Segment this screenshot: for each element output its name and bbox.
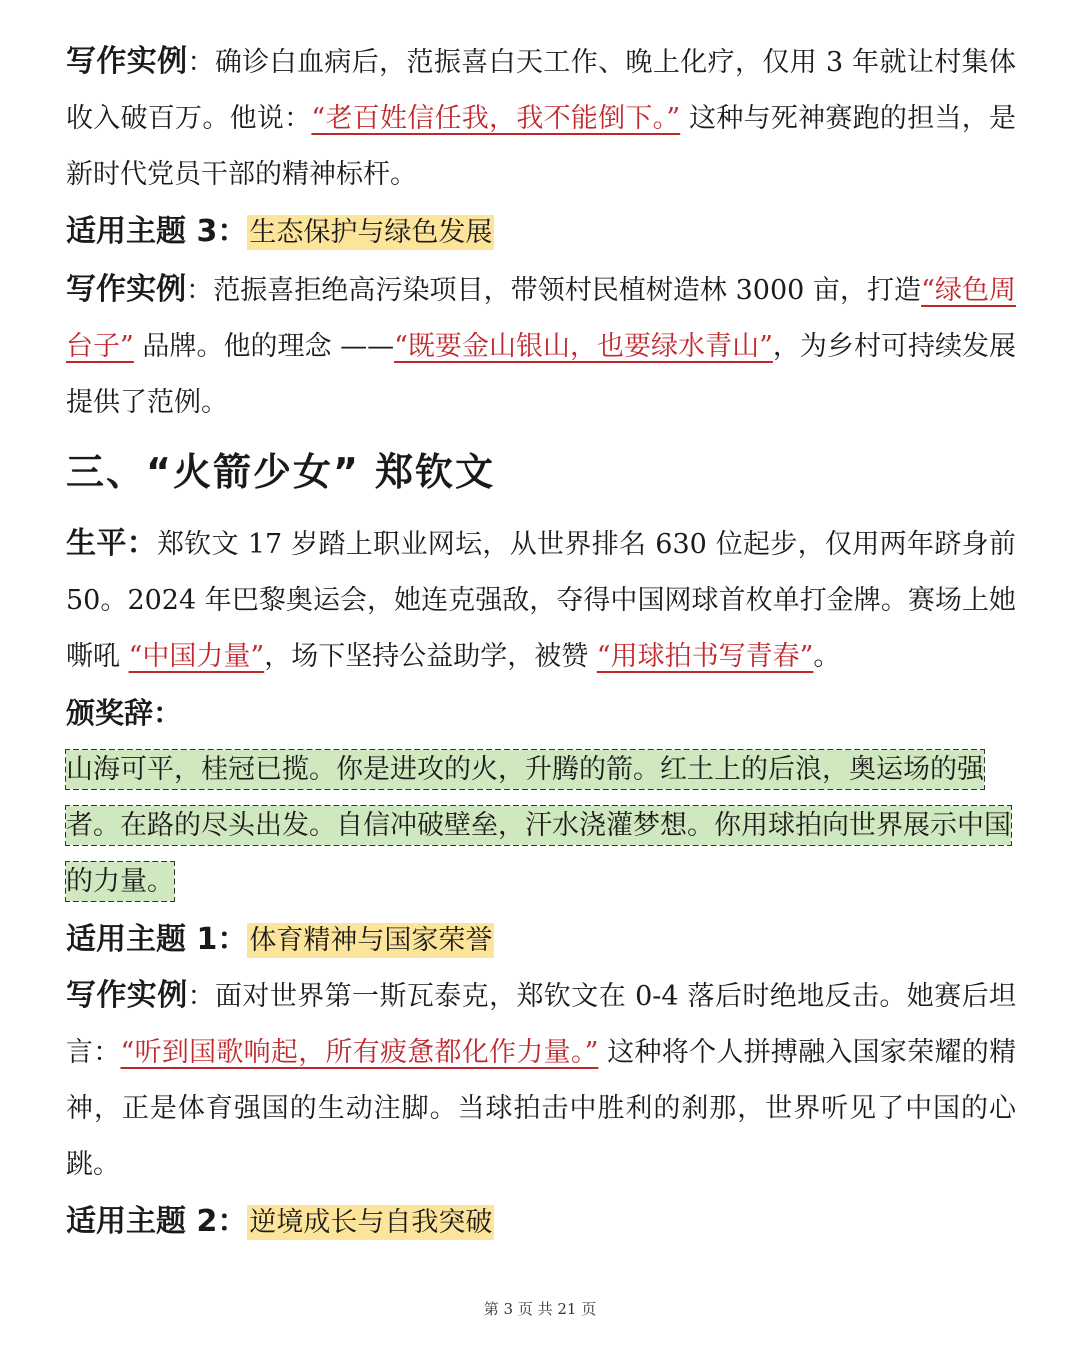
theme-highlight: 逆境成长与自我突破 [249,1207,493,1238]
paragraph-text: 。 [813,641,841,672]
award-citation [66,742,1016,910]
writing-example-paragraph-3 [66,968,1016,1193]
paragraph-text: 确诊白血病后，范振喜白天工作、晚上化疗，仅用 3 年就让村集体收入破百万。他说： [66,47,1017,134]
biography-paragraph [66,516,1016,685]
paragraph-text: 品牌。他的理念 —— [133,331,395,362]
theme-label: 适用主题 1： [66,922,248,957]
label-colon: ： [187,47,215,78]
theme-2-line [66,1200,1016,1245]
label-colon: ： [187,981,216,1012]
quote-text: “用球拍书写青春” [596,641,814,672]
page-number-footer: 第 3 页 共 21 页 [483,1300,597,1318]
theme-3-line [66,210,1016,255]
section-heading: 三、“火箭少女” 郑钦文 [66,450,496,494]
quote-text: “中国力量” [128,641,265,672]
writing-example-paragraph-1 [66,34,1016,203]
quote-text: “老百姓信任我，我不能倒下。” [311,103,681,134]
writing-example-label: 写作实例 [66,272,187,307]
paragraph-text: ，为乡村可持续发展提供了范例。 [66,331,1016,418]
paragraph-text: ，场下坚持公益助学，被赞 [264,641,597,672]
paragraph-text: 范振喜拒绝高污染项目，带领村民植树造林 3000 亩，打造 [213,275,922,306]
award-label: 颁奖辞： [66,696,183,730]
theme-1-line [66,918,1016,963]
paragraph-text: 面对世界第一斯瓦泰克，郑钦文在 0-4 落后时绝地反击。她赛后坦言： [66,981,1016,1068]
theme-label: 适用主题 2： [66,1204,248,1239]
writing-example-label: 写作实例 [66,44,188,79]
paragraph-text: 郑钦文 17 岁踏上职业网坛，从世界排名 630 位起步，仅用两年跻身前 50。2024 年巴黎奥运会，她连克强敌，夺得中国网球首枚单打金牌。赛场上她嘶吼 [66,529,1016,672]
writing-example-label: 写作实例 [66,978,188,1013]
writing-example-paragraph-2 [66,262,1016,431]
theme-highlight: 体育精神与国家荣誉 [249,925,493,956]
label-colon: ： [186,275,214,306]
theme-highlight: 生态保护与绿色发展 [249,217,493,248]
biography-label: 生平： [66,526,157,561]
paragraph-text: 这种将个人拼搏融入国家荣耀的精神，正是体育强国的生动注脚。当球拍击中胜利的刹那，世界听见了中国的心跳。 [66,1037,1016,1180]
paragraph-text: 这种与死神赛跑的担当，是新时代党员干部的精神标杆。 [66,103,1016,190]
quote-text: “既要金山银山，也要绿水青山” [394,331,773,362]
quote-text: “绿色周台子” [66,275,1016,362]
theme-label: 适用主题 3： [66,214,248,249]
award-citation-text: 山海可平，桂冠已揽。你是进攻的火，升腾的箭。红土上的后浪，奥运场的强者。在路的尽头出发。自信冲破壁垒，汗水浇灌梦想。你用球拍向世界展示中国的力量。 [66,750,1011,901]
quote-text: “听到国歌响起，所有疲惫都化作力量。” [120,1037,599,1068]
